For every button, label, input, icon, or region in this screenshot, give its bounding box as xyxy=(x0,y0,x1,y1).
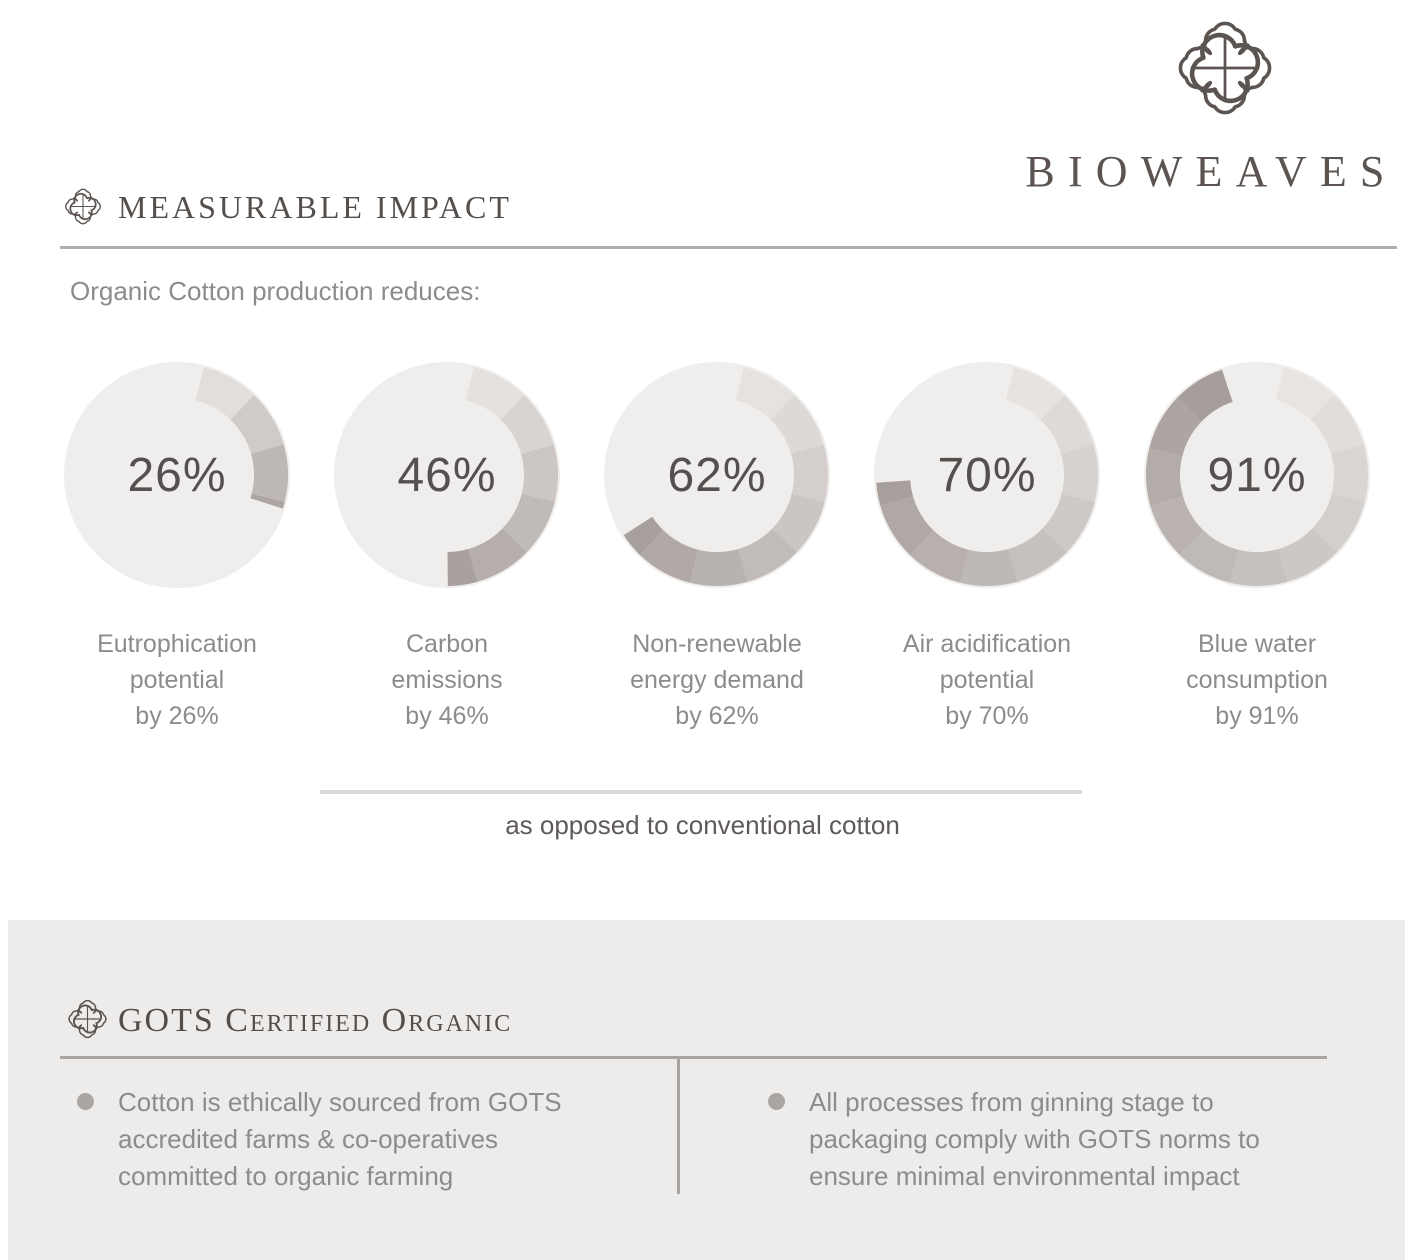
bullet-text xyxy=(118,1084,562,1195)
donut-chart xyxy=(62,360,292,590)
bullet-dot-icon xyxy=(768,1093,785,1110)
caption-line: potential xyxy=(939,666,1035,694)
caption-line: Air acidification xyxy=(902,630,1072,658)
caption-line: Blue water xyxy=(1197,630,1317,658)
impact-rule-divider xyxy=(60,246,1397,249)
caption-line: emissions xyxy=(391,666,503,694)
footnote-rule-divider xyxy=(320,790,1082,794)
donut-chart xyxy=(332,360,562,590)
bullet-line: packaging comply with GOTS norms to xyxy=(809,1124,1260,1154)
caption-line: consumption xyxy=(1186,666,1328,694)
donut-value: 62% xyxy=(667,448,767,502)
chart-carbon-emissions xyxy=(312,360,582,734)
bullet-dot-icon xyxy=(77,1093,94,1110)
impact-section-title: MEASURABLE IMPACT xyxy=(118,189,512,225)
gots-bullet-sourcing xyxy=(77,1084,657,1195)
gots-rule-divider xyxy=(60,1056,1327,1059)
charts-row xyxy=(42,360,1392,734)
bullet-line: Cotton is ethically sourced from GOTS xyxy=(118,1087,562,1117)
caption-line: by 91% xyxy=(1215,702,1299,730)
chart-eutrophication xyxy=(42,360,312,734)
gots-bullet-processes xyxy=(768,1084,1348,1195)
bullet-text xyxy=(809,1084,1260,1195)
chart-caption xyxy=(630,626,804,734)
gots-section-title: GOTS Certified Organic xyxy=(118,1002,513,1039)
bullet-line: All processes from ginning stage to xyxy=(809,1087,1214,1117)
donut-value: 46% xyxy=(397,448,497,502)
bullet-line: ensure minimal environmental impact xyxy=(809,1161,1240,1191)
caption-line: potential xyxy=(129,666,225,694)
donut-value: 70% xyxy=(937,448,1037,502)
gots-panel xyxy=(8,920,1405,1260)
donut-value: 91% xyxy=(1207,448,1307,502)
donut-value: 26% xyxy=(127,448,227,502)
donut-chart xyxy=(1142,360,1372,590)
gots-vertical-divider xyxy=(677,1056,680,1194)
caption-line: Non-renewable xyxy=(632,630,802,658)
chart-caption xyxy=(391,626,502,734)
donut-chart xyxy=(872,360,1102,590)
brand-wordmark: BIOWEAVES xyxy=(1025,147,1398,196)
chart-caption xyxy=(1186,626,1328,734)
caption-line: Eutrophication xyxy=(97,630,257,658)
caption-line: by 62% xyxy=(675,702,759,730)
chart-blue-water xyxy=(1122,360,1392,734)
bullet-line: accredited farms & co-operatives xyxy=(118,1124,499,1154)
chart-caption xyxy=(97,626,257,734)
section-ornament-icon xyxy=(64,994,111,1044)
impact-subtitle: Organic Cotton production reduces: xyxy=(70,276,481,306)
donut-chart xyxy=(602,360,832,590)
brand-logo-icon xyxy=(1168,6,1282,130)
caption-line: Carbon xyxy=(406,630,488,658)
section-ornament-icon xyxy=(61,183,105,230)
chart-caption xyxy=(903,626,1071,734)
caption-line: by 46% xyxy=(405,702,489,730)
bullet-line: committed to organic farming xyxy=(118,1161,454,1191)
chart-energy-demand xyxy=(582,360,852,734)
chart-air-acidification xyxy=(852,360,1122,734)
chart-footnote: as opposed to conventional cotton xyxy=(505,810,900,840)
caption-line: energy demand xyxy=(630,666,804,694)
caption-line: by 26% xyxy=(135,702,219,730)
caption-line: by 70% xyxy=(945,702,1029,730)
